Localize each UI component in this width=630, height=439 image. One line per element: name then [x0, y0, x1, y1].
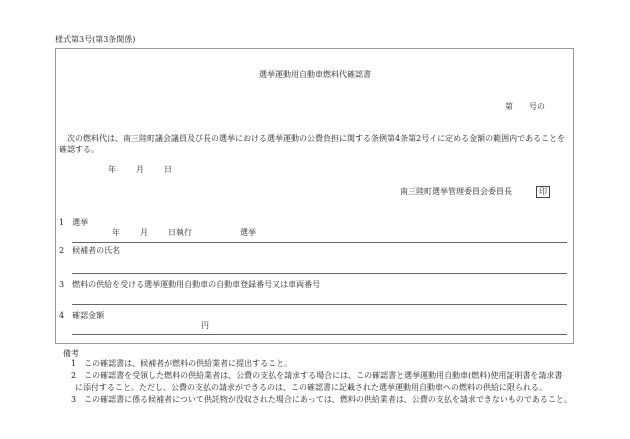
date-day: 日: [164, 165, 172, 174]
note-2-cont: に添付すること。ただし、公費の支払の請求ができるのは、この確認書に記載された選挙運動用自動車への燃料の供給に限られる。: [75, 383, 547, 392]
field-line-4: [72, 334, 567, 335]
body-line-2: 確認する。: [59, 145, 99, 154]
election-day: 日執行: [168, 228, 192, 237]
document-title: 選挙運動用自動車燃料代確認書: [259, 70, 371, 79]
body-text-1: 次の燃料代は、南三陸町議会議員及び長の選挙における選挙運動の公費負担に関する条例第4条第2号イに定める金額の範囲内であることを: [67, 134, 566, 143]
number-suffix: 号の: [529, 102, 545, 111]
issue-date: [108, 165, 172, 175]
note-3: [71, 395, 572, 405]
item-1: [59, 218, 88, 228]
body-line-1: [59, 134, 565, 144]
form-label: 様式第3号(第3条関係): [55, 35, 136, 44]
note-text: この確認書を受領した燃料の供給業者は、公費の支払を請求する場合には、この確認書と選挙運動用自動車(燃料)使用証明書を請求書: [84, 371, 563, 380]
item-num: 3: [59, 280, 65, 289]
document-number: [505, 102, 545, 112]
item-label: 燃料の供給を受ける選挙運動用自動車の自動車登録番号又は車両番号: [72, 280, 321, 289]
item-label: 候補者の氏名: [72, 246, 121, 255]
notes-heading: 備考: [63, 349, 79, 358]
item-num: 4: [59, 311, 65, 320]
item-3: [59, 280, 320, 290]
item-num: 2: [59, 246, 65, 255]
item-4: [59, 311, 104, 321]
election-year: 年: [112, 228, 120, 237]
amount-unit: 円: [201, 321, 209, 330]
field-line-2: [72, 273, 567, 274]
item-label: 確認金額: [72, 311, 105, 320]
field-line-1: [72, 242, 567, 243]
item-2: [59, 246, 120, 256]
date-month: 月: [136, 165, 144, 174]
item-num: 1: [59, 218, 65, 227]
seal-mark: 印: [536, 186, 550, 198]
issuer-name: 南三陸町選挙管理委員会委員長: [400, 187, 512, 196]
field-line-3: [72, 304, 567, 305]
election-type: 選挙: [240, 228, 256, 237]
date-year: 年: [108, 165, 116, 174]
note-1: [71, 359, 292, 369]
note-num: 3: [71, 395, 77, 404]
election-date: [112, 228, 256, 238]
item-label: 選挙: [72, 218, 89, 227]
election-month: 月: [140, 228, 148, 237]
note-num: 2: [71, 371, 77, 380]
note-num: 1: [71, 359, 77, 368]
note-text: この確認書は、候補者が燃料の供給業者に提出すること。: [84, 359, 293, 368]
note-text: この確認書に係る候補者について供託物が没収された場合にあっては、燃料の供給業者は、公費の支払を請求できないものであること。: [84, 395, 572, 404]
number-prefix: 第: [505, 102, 513, 111]
note-2: [71, 371, 562, 381]
